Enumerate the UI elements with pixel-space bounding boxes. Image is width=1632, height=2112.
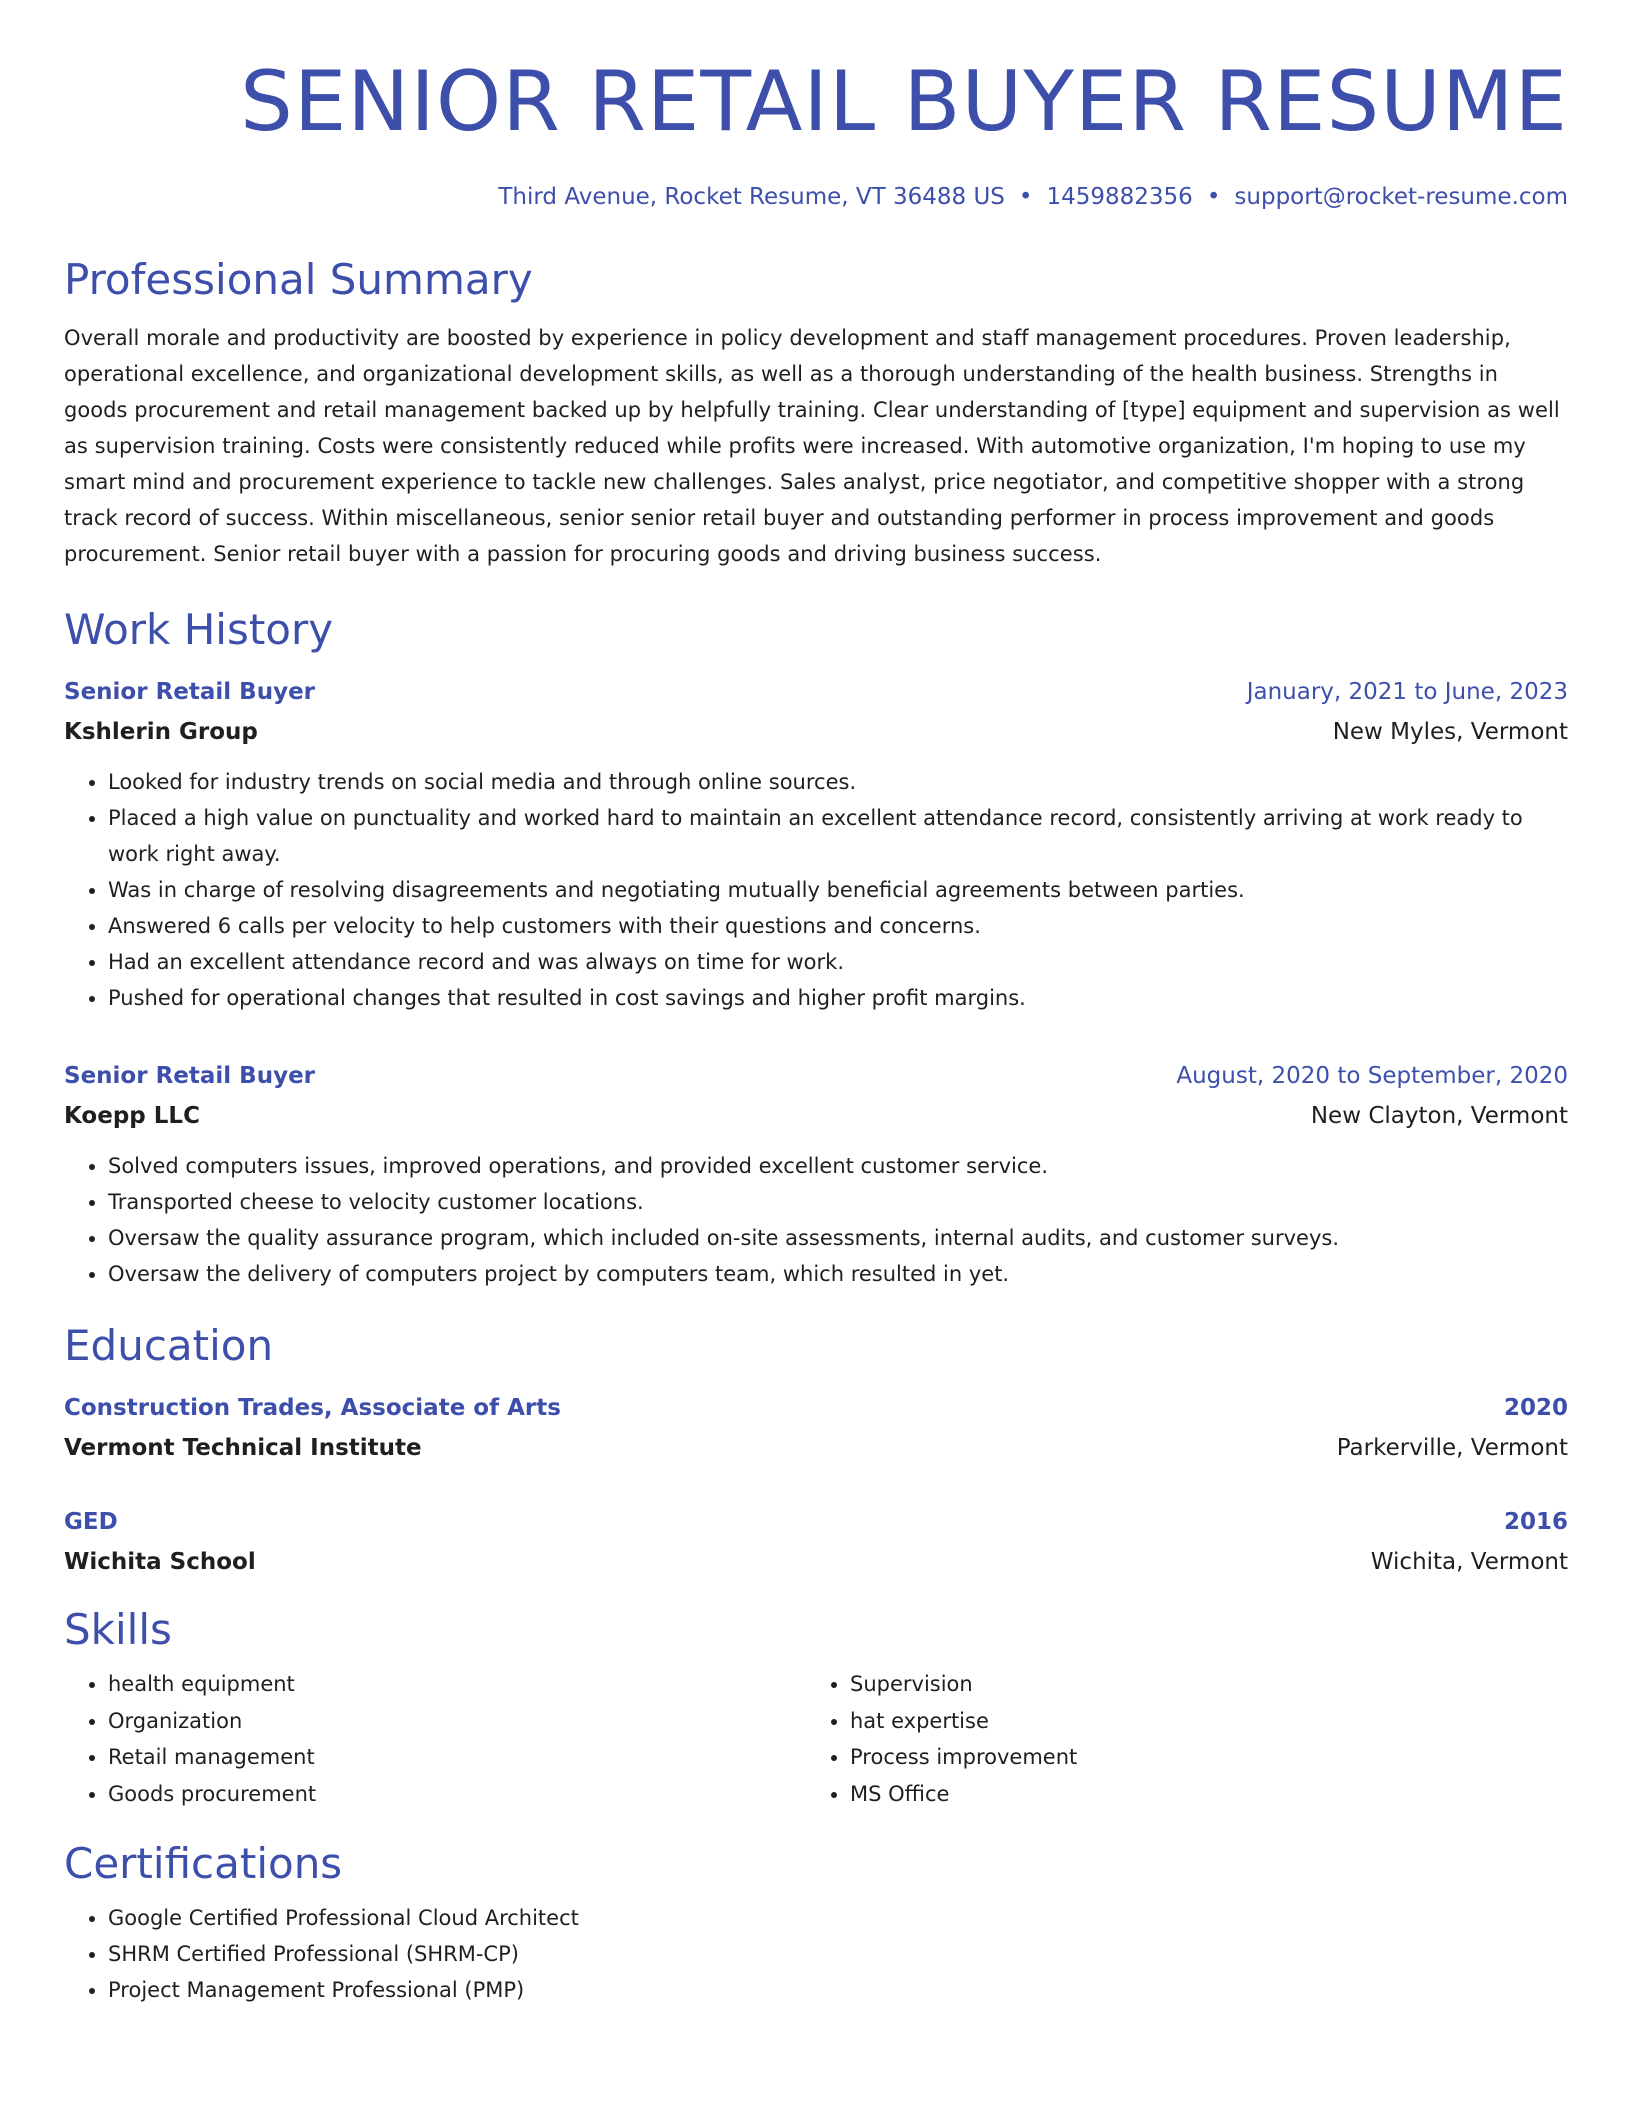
education-year: 2020 [1503,1395,1568,1421]
list-item: • Process improvement [850,1739,1548,1776]
work-history-heading: Work History [64,605,334,654]
skills-grid [64,1666,1568,1812]
job-company-row [64,1100,1568,1132]
list-item: • Answered 6 calls per velocity to help customers with their questions and concerns. [108,908,1568,944]
contact-address: Third Avenue, Rocket Resume, VT 36488 US [498,184,1005,210]
job-bullets [64,764,1568,1016]
resume-page [64,52,1568,2008]
job-header-row [64,1060,1568,1092]
education-heading: Education [64,1321,274,1370]
education-header-row [64,1392,1568,1424]
list-item: • Had an excellent attendance record and was always on time for work. [108,944,1568,980]
contact-email[interactable]: support@rocket-resume.com [1234,184,1568,210]
job-location: New Myles, Vermont [1332,719,1568,745]
job-title: Senior Retail Buyer [64,679,316,705]
skills-heading: Skills [64,1605,172,1654]
certifications-list [64,1900,1568,2008]
certifications-section [64,1838,1568,2008]
contact-separator: • [1018,184,1033,210]
resume-title: SENIOR RETAIL BUYER RESUME [240,53,1568,150]
work-history-section [64,604,1568,1292]
summary-heading: Professional Summary [64,255,533,304]
job-company-row [64,716,1568,748]
education-school-row [64,1432,1568,1464]
list-item: • Project Management Professional (PMP) [108,1972,1568,2008]
education-entry [64,1392,1568,1464]
job-header-row [64,676,1568,708]
education-school-row [64,1546,1568,1578]
list-item: • Retail management [108,1739,806,1776]
education-entry [64,1506,1568,1578]
job-title: Senior Retail Buyer [64,1063,316,1089]
skills-section [64,1604,1568,1812]
list-item: • Organization [108,1703,806,1740]
contact-line [64,182,1568,212]
list-item: • Looked for industry trends on social media and through online sources. [108,764,1568,800]
education-location: Wichita, Vermont [1370,1549,1568,1575]
list-item: • MS Office [850,1776,1548,1813]
job-entry [64,676,1568,1016]
education-school: Wichita School [64,1549,256,1575]
job-entry [64,1060,1568,1292]
job-company: Kshlerin Group [64,719,258,745]
job-dates: January, 2021 to June, 2023 [1246,679,1568,705]
summary-section [64,254,1568,572]
list-item: • Was in charge of resolving disagreements and negotiating mutually beneficial agreements between parties. [108,872,1568,908]
job-location: New Clayton, Vermont [1310,1103,1568,1129]
skills-column-right [806,1666,1548,1812]
list-item: • Placed a high value on punctuality and worked hard to maintain an excellent attendance record, consistently arriving at work ready to work right away. [108,800,1568,872]
list-item: • hat expertise [850,1703,1548,1740]
list-item: • Pushed for operational changes that resulted in cost savings and higher profit margins. [108,980,1568,1016]
list-item: • Oversaw the delivery of computers project by computers team, which resulted in yet. [108,1256,1568,1292]
job-company: Koepp LLC [64,1103,200,1129]
skills-column-left [64,1666,806,1812]
education-school: Vermont Technical Institute [64,1435,422,1461]
contact-separator: • [1206,184,1221,210]
education-section [64,1320,1568,1578]
summary-text: Overall morale and productivity are boosted by experience in policy development and staff management procedures. Proven leadership, operational excellence, and organizational development skills, as well as a thorough understanding of the health business. Strengths in goods procurement and retail management backed up by helpfully training. Clear understanding of [type] equipment and supervision as well as supervision training. Costs were consistently reduced while profits were increased. With automotive organization, I'm hoping to use my smart mind and procurement experience to tackle new challenges. Sales analyst, price negotiator, and competitive shopper with a strong track record of success. Within miscellaneous, senior senior retail buyer and outstanding performer in process improvement and goods procurement. Senior retail buyer with a passion for procuring goods and driving business success. [64,326,1560,566]
job-dates: August, 2020 to September, 2020 [1176,1063,1568,1089]
list-item: • Transported cheese to velocity customer locations. [108,1184,1568,1220]
education-year: 2016 [1503,1509,1568,1535]
list-item: • health equipment [108,1666,806,1703]
list-item: • Google Certified Professional Cloud Architect [108,1900,1568,1936]
education-location: Parkerville, Vermont [1336,1435,1568,1461]
list-item: • Oversaw the quality assurance program, which included on-site assessments, internal audits, and customer surveys. [108,1220,1568,1256]
contact-phone: 1459882356 [1046,184,1193,210]
certifications-heading: Certifications [64,1839,343,1888]
list-item: • Goods procurement [108,1776,806,1813]
education-degree: Construction Trades, Associate of Arts [64,1395,561,1421]
list-item: • Solved computers issues, improved operations, and provided excellent customer service. [108,1148,1568,1184]
education-header-row [64,1506,1568,1538]
list-item: • SHRM Certified Professional (SHRM-CP) [108,1936,1568,1972]
list-item: • Supervision [850,1666,1548,1703]
job-bullets [64,1148,1568,1292]
education-degree: GED [64,1509,118,1535]
